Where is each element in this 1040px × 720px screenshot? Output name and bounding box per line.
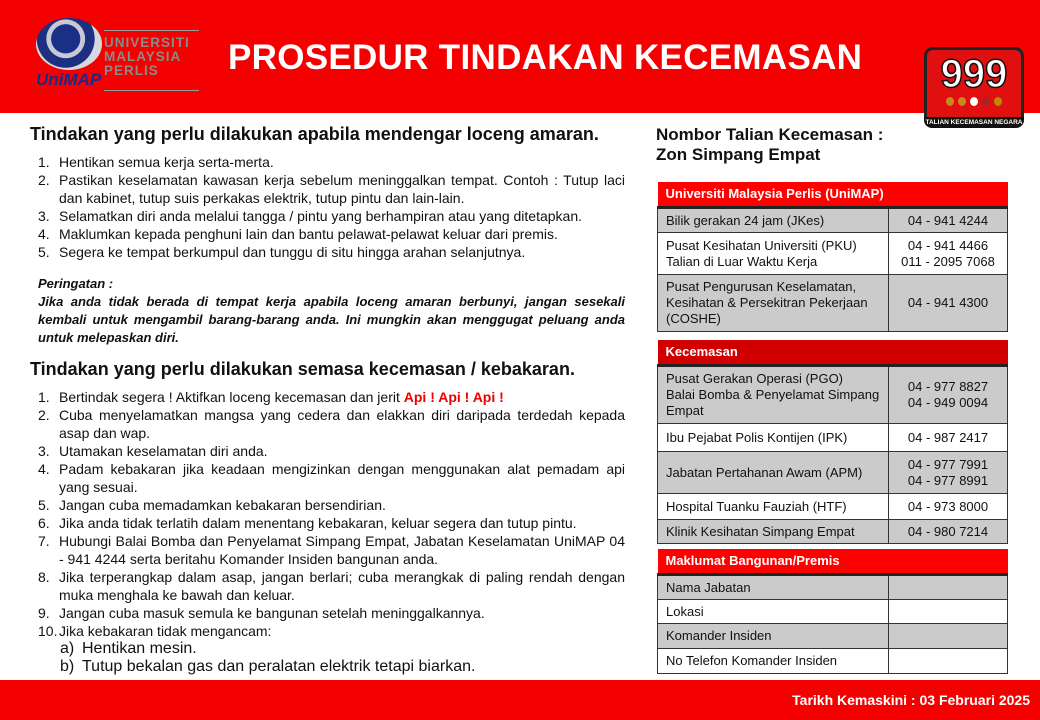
contact-name: Ibu Pejabat Polis Kontijen (IPK): [658, 424, 889, 452]
list-item: 10. Jika kebakaran tidak mengancam:: [38, 623, 272, 639]
table-row: [658, 452, 1008, 494]
contact-name: Komander Insiden: [658, 624, 889, 649]
contact-name: Bilik gerakan 24 jam (JKes): [658, 208, 889, 233]
footer-banner: [0, 680, 1040, 720]
warning-note: Peringatan : Jika anda tidak berada di tempat kerja apabila loceng amaran berbunyi, jangan sesekali kembali untuk mengambil barang-barang anda. Ini mungkin akan menggugat peluang anda untuk melepaskan diri.: [38, 276, 625, 345]
contact-phone: [889, 649, 1008, 674]
contact-phone: 04 - 973 8000: [889, 494, 1008, 520]
building-info-table: [657, 549, 1008, 674]
contact-phone: [889, 575, 1008, 600]
table-row: [658, 366, 1008, 424]
procedures: [30, 124, 625, 676]
contact-name: Klinik Kesihatan Simpang Empat: [658, 520, 889, 544]
list-item: 1. Bertindak segera ! Aktifkan loceng kecemasan dan jerit Api ! Api ! Api !: [38, 389, 504, 405]
contact-name: Lokasi: [658, 600, 889, 624]
contact-phone: 04 - 980 7214: [889, 520, 1008, 544]
table-row: [658, 649, 1008, 674]
contact-phone: [889, 600, 1008, 624]
logo-emblem-icon: [36, 18, 102, 70]
contact-phone: [889, 624, 1008, 649]
contact-name: Pusat Kesihatan Universiti (PKU) Talian di Luar Waktu Kerja: [658, 233, 889, 275]
sub-list-item: b) Tutup bekalan gas dan peralatan elektrik tetapi biarkan.: [60, 658, 476, 675]
contact-name: Pusat Gerakan Operasi (PGO) Balai Bomba & Penyelamat Simpang Empat: [658, 366, 889, 424]
table-row: [658, 233, 1008, 275]
contact-name: Pusat Pengurusan Keselamatan, Kesihatan & Persekitran Pekerjaan (COSHE): [658, 275, 889, 332]
header-banner: [0, 0, 1040, 126]
list-item: 8. Jika terperangkap dalam asap, jangan berlari; cuba merangkak di paling rendah dengan muka menghala ke bawah dan keluar.: [38, 569, 625, 603]
list-item: 1. Hentikan semua kerja serta-merta.: [38, 154, 274, 170]
list-item: 5. Jangan cuba memadamkan kebakaran bersendirian.: [38, 497, 386, 513]
logo-mark: UniMAP: [36, 70, 102, 89]
last-updated: Tarikh Kemaskini : 03 Februari 2025: [792, 692, 1030, 708]
contact-phone: 04 - 987 2417: [889, 424, 1008, 452]
sub-list-item: a) Hentikan mesin.: [60, 640, 197, 657]
contact-phone: 04 - 977 7991 04 - 977 8991: [889, 452, 1008, 494]
table-row: [658, 208, 1008, 233]
table-header: Universiti Malaysia Perlis (UniMAP): [658, 182, 1008, 208]
list-item: 7. Hubungi Balai Bomba dan Penyelamat Simpang Empat, Jabatan Keselamatan UniMAP 04 - 941 4244 serta beritahu Komander Insiden bangunan anda.: [38, 533, 625, 567]
section1-heading: Tindakan yang perlu dilakukan apabila mendengar loceng amaran.: [30, 124, 599, 144]
table-row: [658, 424, 1008, 452]
contact-phone: 04 - 941 4300: [889, 275, 1008, 332]
list-item: 2. Pastikan keselamatan kawasan kerja sebelum meninggalkan tempat. Contoh : Tutup laci dan kabinet, tutup suis perkakas elektrik, tutup pintu dan lain-lain.: [38, 172, 625, 206]
section2-heading: Tindakan yang perlu dilakukan semasa kecemasan / kebakaran.: [30, 359, 575, 379]
table-row: [658, 494, 1008, 520]
contact-phone: 04 - 977 8827 04 - 949 0094: [889, 366, 1008, 424]
table-row: [658, 275, 1008, 332]
agency-icons: [927, 97, 1021, 106]
contact-name: Nama Jabatan: [658, 575, 889, 600]
list-item: 5. Segera ke tempat berkumpul dan tunggu di situ hingga arahan selanjutnya.: [38, 244, 526, 260]
list-item: 3. Selamatkan diri anda melalui tangga / pintu yang berhampiran atau yang ditetapkan.: [38, 208, 583, 224]
999-badge: 999 TALIAN KECEMASAN NEGARA: [924, 47, 1024, 128]
emergency-steps-list: [30, 388, 625, 640]
table-row: [658, 600, 1008, 624]
table-row: [658, 624, 1008, 649]
emergency-contacts-table: [657, 340, 1008, 544]
logo-text: UNIVERSITI MALAYSIA PERLIS: [104, 35, 190, 78]
table-header: Kecemasan: [658, 340, 1008, 366]
contact-phone: 04 - 941 4466 011 - 2095 7068: [889, 233, 1008, 275]
alarm-steps-list: [30, 153, 625, 261]
list-item: 2. Cuba menyelamatkan mangsa yang cedera dan elakkan diri daripada terdedah kepada asap dan wap.: [38, 407, 625, 441]
table-row: [658, 520, 1008, 544]
contact-phone: 04 - 941 4244: [889, 208, 1008, 233]
list-item: 4. Maklumkan kepada penghuni lain dan bantu pelawat-pelawat keluar dari premis.: [38, 226, 558, 242]
list-item: 4. Padam kebakaran jika keadaan mengizinkan dengan menggunakan alat pemadam api yang sesuai.: [38, 461, 625, 495]
contact-name: No Telefon Komander Insiden: [658, 649, 889, 674]
table-row: [658, 575, 1008, 600]
contacts-heading: Nombor Talian Kecemasan : Zon Simpang Empat: [656, 125, 884, 164]
page-title: PROSEDUR TINDAKAN KECEMASAN: [228, 38, 863, 77]
list-item: 9. Jangan cuba masuk semula ke bangunan setelah meninggalkannya.: [38, 605, 485, 621]
table-header: Maklumat Bangunan/Premis: [658, 549, 1008, 575]
contact-name: Jabatan Pertahanan Awam (APM): [658, 452, 889, 494]
contact-name: Hospital Tuanku Fauziah (HTF): [658, 494, 889, 520]
list-item: 6. Jika anda tidak terlatih dalam menentang kebakaran, keluar segera dan tutup pintu.: [38, 515, 577, 531]
list-item: 3. Utamakan keselamatan diri anda.: [38, 443, 268, 459]
unimap-contacts-table: [657, 182, 1008, 332]
sub-steps-list: [30, 640, 625, 676]
unimap-logo: [34, 14, 204, 94]
